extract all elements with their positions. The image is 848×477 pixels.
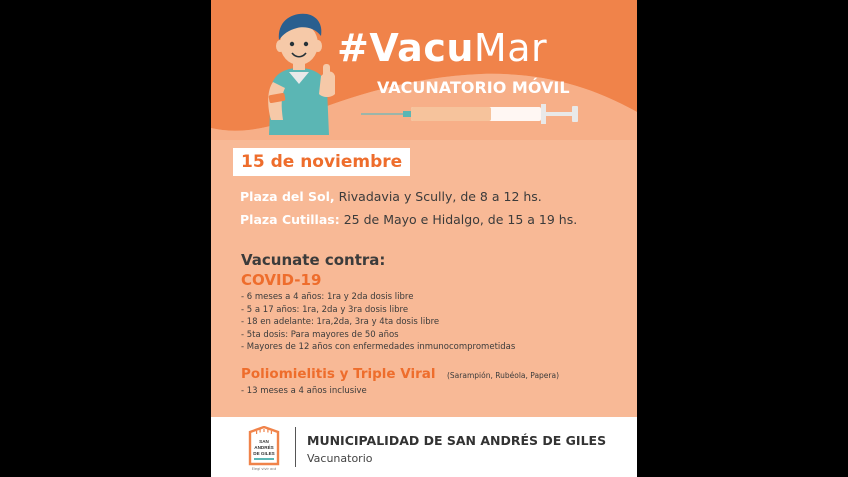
- department-name: Vacunatorio: [307, 452, 373, 465]
- logo-text-line: SAN: [259, 439, 269, 444]
- location-2: [240, 211, 577, 229]
- covid-item: - Mayores de 12 años con enfermedades inmunocomprometidas: [241, 342, 516, 352]
- syringe-icon: [361, 102, 583, 128]
- logo-text-line: ANDRÉS: [254, 445, 274, 450]
- municipality-logo: [247, 426, 281, 468]
- covid-list: [241, 291, 515, 354]
- footer-divider: [295, 427, 296, 467]
- campaign-hashtag: [337, 26, 547, 70]
- mascot-boy-icon: [259, 10, 339, 135]
- location-1-detail: Rivadavia y Scully, de 8 a 12 hs.: [338, 189, 542, 204]
- logo-text-line: DE GILES: [253, 451, 275, 456]
- municipality-name: MUNICIPALIDAD DE SAN ANDRÉS DE GILES: [307, 433, 607, 448]
- hashtag-bold-part: #Vacu: [337, 26, 474, 70]
- polio-note: (Sarampión, Rubéola, Papera): [447, 371, 560, 380]
- covid-item: - 18 en adelante: 1ra,2da, 3ra y 4ta dosis libre: [241, 317, 440, 327]
- polio-title: Poliomielitis y Triple Viral: [241, 366, 436, 382]
- covid-title: COVID-19: [241, 271, 322, 289]
- poster: [211, 0, 637, 477]
- date-label: 15 de noviembre: [233, 148, 410, 176]
- location-2-detail: 25 de Mayo e Hidalgo, de 15 a 19 hs.: [343, 212, 578, 227]
- covid-item: - 6 meses a 4 años: 1ra y 2da dosis libre: [241, 292, 414, 302]
- campaign-subtitle: VACUNATORIO MÓVIL: [377, 78, 570, 97]
- polio-detail: - 13 meses a 4 años inclusive: [241, 386, 367, 396]
- location-2-place: Plaza Cutillas:: [240, 212, 340, 227]
- logo-caption: Elegí vivir acá: [251, 467, 277, 471]
- location-1-place: Plaza del Sol,: [240, 189, 335, 204]
- vaccinate-title: Vacunate contra:: [241, 251, 386, 269]
- covid-item: - 5ta dosis: Para mayores de 50 años: [241, 329, 399, 340]
- covid-item: - 5 a 17 años: 1ra, 2da y 3ra dosis libre: [241, 304, 409, 315]
- hashtag-light-part: Mar: [473, 26, 548, 70]
- location-1: [240, 188, 542, 206]
- footer: [211, 417, 637, 477]
